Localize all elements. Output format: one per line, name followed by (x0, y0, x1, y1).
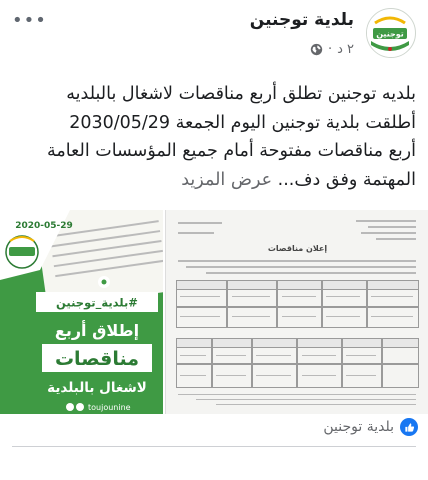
tender-document-image[interactable] (165, 210, 428, 414)
reactions-bar[interactable] (323, 418, 418, 436)
post-text (10, 80, 416, 194)
announcement-graphic-svg (0, 210, 163, 414)
page-avatar[interactable] (366, 8, 416, 58)
post-images (0, 210, 428, 414)
reaction-page-name[interactable]: بلدية توجنين (323, 419, 394, 435)
graphic-date: 2020-05-29 (15, 221, 73, 231)
globe-icon (310, 43, 323, 56)
post-line: أطلقت بلدية توجنين اليوم الجمعة 2030/05/29 (69, 112, 416, 133)
graphic-line2: مناقصات (54, 348, 140, 370)
post-line-last (10, 166, 416, 195)
post-meta: ٢ د · (310, 42, 354, 57)
post-header (0, 0, 428, 66)
see-more-link[interactable]: عرض المزيد (181, 169, 273, 190)
like-icon (400, 418, 418, 436)
municipality-logo (366, 9, 415, 58)
graphic-line3: لاشغال بالبلدية (47, 380, 147, 396)
announcement-graphic[interactable] (0, 210, 163, 414)
post-line: المهتمة وفق دف... (277, 169, 416, 190)
divider (12, 446, 416, 447)
graphic-handle: toujounine (88, 403, 131, 412)
logo-text: توجنين (376, 29, 404, 39)
graphic-hashtag: #بلدية_توجنين (56, 295, 138, 310)
doc-title: إعلان مناقصات (267, 244, 328, 253)
page-name[interactable]: بلدية توجنين (249, 10, 354, 30)
post-time[interactable]: ٢ د (337, 42, 354, 57)
post-line: بلديه توجنين تطلق أربع مناقصات لاشغال بالبلديه (66, 84, 416, 104)
post-line: أربع مناقصات مفتوحة أمام جميع المؤسسات العامة (46, 141, 416, 161)
graphic-line1: إطلاق أربع (54, 321, 140, 340)
more-options-button[interactable]: ••• (12, 10, 47, 31)
